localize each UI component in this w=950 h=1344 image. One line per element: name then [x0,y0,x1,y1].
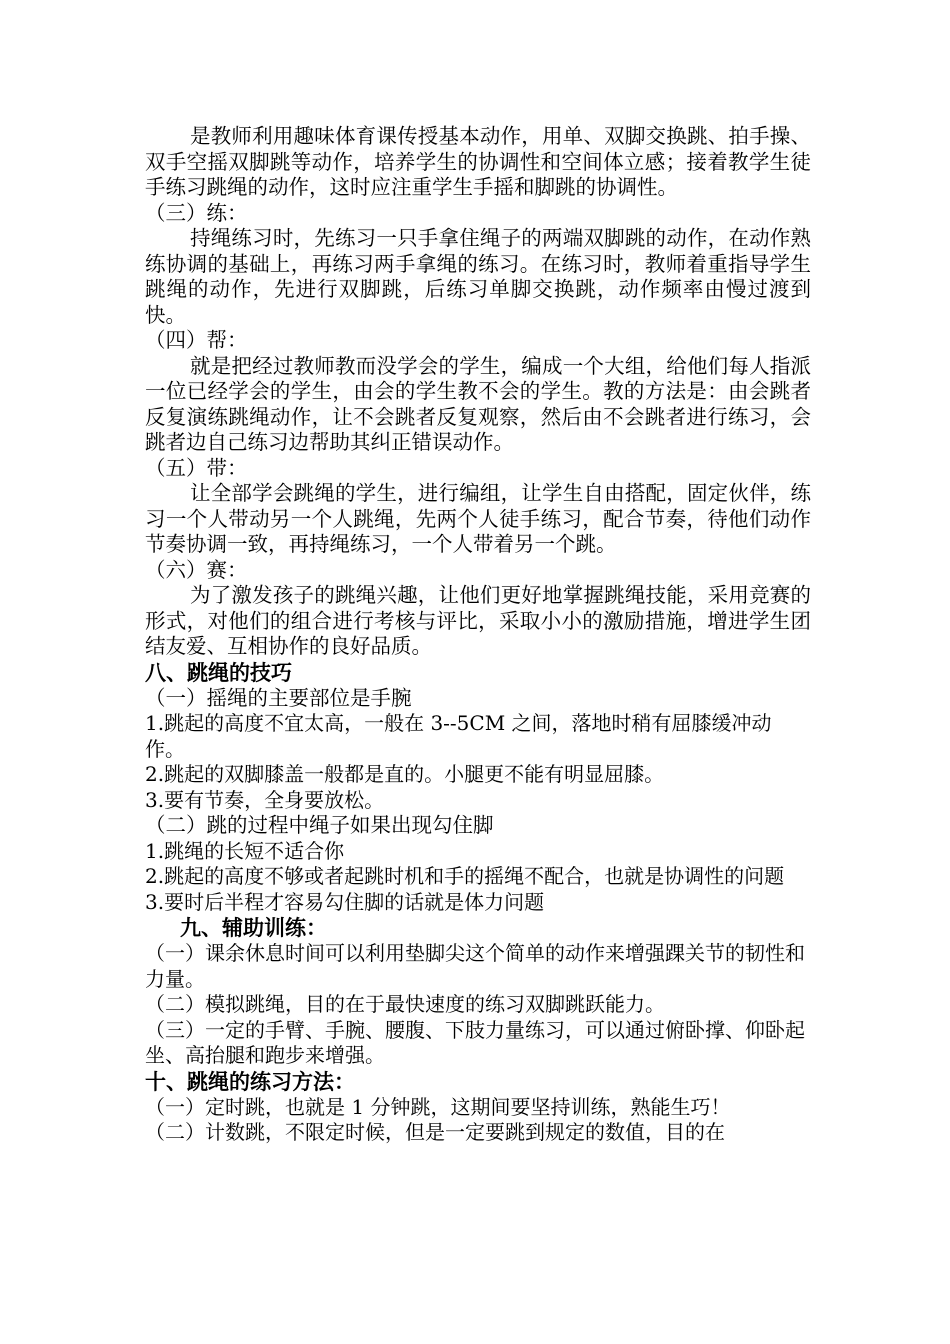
subheading-8-1: （一）摇绳的主要部位是手腕 [145,685,412,710]
list-item: （一）课余休息时间可以利用垫脚尖这个简单的动作来增强踝关节的韧性和力量。 [145,941,805,991]
list-item: （二）模拟跳绳，目的在于最快速度的练习双脚跳跃能力。 [145,992,665,1016]
paragraph-intro: 是教师利用趣味体育课传授基本动作，用单、双脚交换跳、拍手操、双手空摇双脚跳等动作，培养学生的协调性和空间体立感；接着教学生徒手练习跳绳的动作，这时应注重学生手摇和脚跳的协调性。 [145,124,811,199]
subheading-8-2: （二）跳的过程中绳子如果出现勾住脚 [145,813,494,837]
section-heading-9: 九、辅助训练： [180,916,327,940]
paragraph-lead: 让全部学会跳绳的学生，进行编组，让学生自由搭配，固定伙伴，练习一个人带动另一个人跳绳，先两个人徒手练习，配合节奏，待他们动作节奏协调一致，再持绳练习，一个人带着另一个跳。 [145,481,811,556]
list-item: 1.跳起的高度不宜太高，一般在 3--5CM 之间，落地时稍有屈膝缓冲动作。 [145,711,772,761]
section-heading-10: 十、跳绳的练习方法： [145,1069,355,1094]
list-item: 2.跳起的高度不够或者起跳时机和手的摇绳不配合，也就是协调性的问题 [145,864,785,888]
paragraph-practice: 持绳练习时，先练习一只手拿住绳子的两端双脚跳的动作，在动作熟练协调的基础上，再练习两手拿绳的练习。在练习时，教师着重指导学生跳绳的动作，先进行双脚跳，后练习单脚交换跳，动作频率由慢过渡到快。 [145,226,811,327]
list-item: 1.跳绳的长短不适合你 [145,838,345,863]
paragraph-compete: 为了激发孩子的跳绳兴趣，让他们更好地掌握跳绳技能，采用竞赛的形式，对他们的组合进行考核与评比，采取小小的激励措施，增进学生团结友爱、互相协作的良好品质。 [145,583,811,658]
list-item: 3.要有节奏，全身要放松。 [145,787,385,812]
list-item: （一）定时跳，也就是 1 分钟跳，这期间要坚持训练，熟能生巧！ [145,1094,731,1119]
list-item: 2.跳起的双脚膝盖一般都是直的。小腿更不能有明显屈膝。 [145,762,665,786]
list-item: （三）一定的手臂、手腕、腰腹、下肢力量练习，可以通过俯卧撑、仰卧起坐、高抬腿和跑步来增强。 [145,1017,805,1067]
subheading-practice: （三）练： [145,200,248,225]
section-heading-8: 八、跳绳的技巧 [145,660,292,685]
list-item: 3.要时后半程才容易勾住脚的话就是体力问题 [145,889,545,914]
document-body [145,124,811,1146]
paragraph-help: 就是把经过教师教而没学会的学生，编成一个大组，给他们每人指派一位已经学会的学生，由会的学生教不会的学生。教的方法是：由会跳者反复演练跳绳动作，让不会跳者反复观察，然后由不会跳者进行练习，会跳者边自己练习边帮助其纠正错误动作。 [145,353,811,454]
subheading-help: （四）帮： [145,328,248,352]
subheading-lead: （五）带： [145,455,248,480]
list-item: （二）计数跳，不限定时候，但是一定要跳到规定的数值，目的在 [145,1120,725,1144]
subheading-compete: （六）赛： [145,557,248,582]
